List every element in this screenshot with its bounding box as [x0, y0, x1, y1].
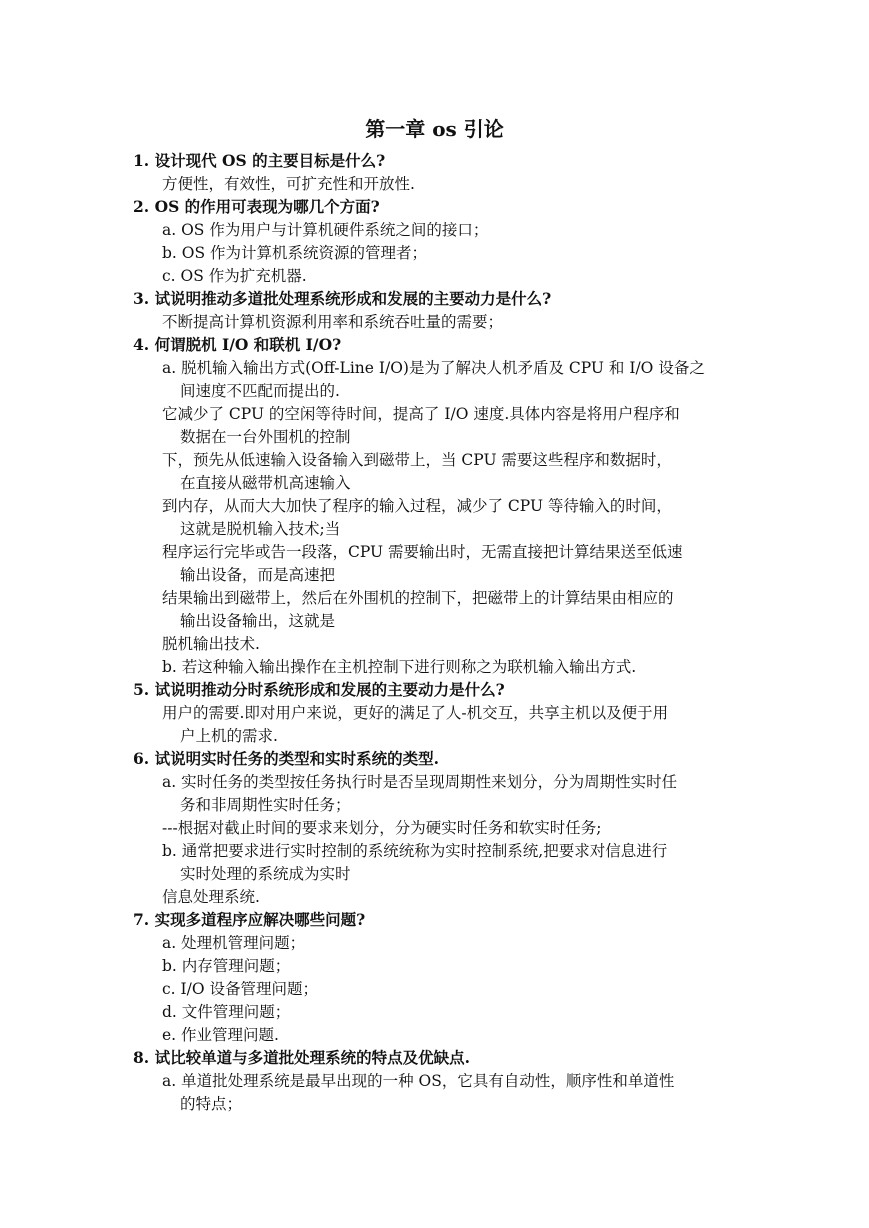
question-6: 6. 试说明实时任务的类型和实时系统的类型.	[133, 749, 439, 768]
chapter-title: 第一章 os 引论	[365, 117, 504, 141]
answer-line: 输出设备输出，这就是	[180, 612, 336, 630]
answer-line: 不断提高计算机资源利用率和系统吞吐量的需要；	[162, 313, 504, 331]
answer-line: 方便性，有效性，可扩充性和开放性.	[162, 175, 415, 193]
answer-line: ---根据对截止时间的要求来划分，分为硬实时任务和软实时任务;	[162, 819, 602, 837]
answer-line: a. 处理机管理问题；	[162, 934, 306, 952]
answer-line: c. I/O 设备管理问题；	[162, 980, 319, 998]
answer-line: a. 单道批处理系统是最早出现的一种 OS，它具有自动性，顺序性和单道性	[162, 1072, 675, 1090]
answer-line: 输出设备，而是高速把	[180, 566, 336, 584]
answer-line: d. 文件管理问题；	[162, 1003, 291, 1021]
answer-line: 结果输出到磁带上，然后在外围机的控制下，把磁带上的计算结果由相应的	[162, 589, 674, 607]
question-3: 3. 试说明推动多道批处理系统形成和发展的主要动力是什么?	[133, 289, 552, 308]
answer-line: 信息处理系统.	[162, 888, 260, 906]
answer-line: b. 通常把要求进行实时控制的系统统称为实时控制系统,把要求对信息进行	[162, 842, 668, 860]
answer-line: 脱机输出技术.	[162, 635, 260, 653]
question-2: 2. OS 的作用可表现为哪几个方面?	[133, 197, 380, 216]
answer-line: 到内存，从而大大加快了程序的输入过程，减少了 CPU 等待输入的时间，	[162, 497, 672, 515]
answer-line: 下，预先从低速输入设备输入到磁带上，当 CPU 需要这些程序和数据时，	[162, 451, 672, 469]
answer-line: c. OS 作为扩充机器.	[162, 267, 307, 285]
answer-line: b. 若这种输入输出操作在主机控制下进行则称之为联机输入输出方式.	[162, 658, 637, 676]
answer-line: 的特点；	[180, 1095, 243, 1113]
answer-line: 务和非周期性实时任务；	[180, 796, 351, 814]
answer-line: a. 脱机输入输出方式(Off-Line I/O)是为了解决人机矛盾及 CPU 和 I/O 设备之	[162, 359, 705, 377]
question-7: 7. 实现多道程序应解决哪些问题?	[133, 910, 366, 929]
question-1: 1. 设计现代 OS 的主要目标是什么?	[133, 151, 386, 170]
answer-line: 户上机的需求.	[180, 727, 278, 745]
answer-line: 它减少了 CPU 的空闲等待时间，提高了 I/O 速度.具体内容是将用户程序和	[162, 405, 680, 423]
question-5: 5. 试说明推动分时系统形成和发展的主要动力是什么?	[133, 680, 505, 699]
answer-line: a. OS 作为用户与计算机硬件系统之间的接口；	[162, 221, 489, 239]
answer-line: b. 内存管理问题；	[162, 957, 291, 975]
answer-line: a. 实时任务的类型按任务执行时是否呈现周期性来划分，分为周期性实时任	[162, 773, 678, 791]
answer-line: b. OS 作为计算机系统资源的管理者；	[162, 244, 428, 262]
answer-line: e. 作业管理问题.	[162, 1026, 279, 1044]
answer-line: 用户的需要.即对用户来说，更好的满足了人-机交互，共享主机以及便于用	[162, 704, 669, 722]
answer-line: 间速度不匹配而提出的.	[180, 382, 340, 400]
answer-line: 这就是脱机输入技术;当	[180, 520, 341, 538]
answer-line: 数据在一台外围机的控制	[180, 428, 351, 446]
question-8: 8. 试比较单道与多道批处理系统的特点及优缺点.	[133, 1048, 470, 1067]
question-4: 4. 何谓脱机 I/O 和联机 I/O?	[133, 335, 342, 354]
answer-line: 实时处理的系统成为实时	[180, 865, 351, 883]
answer-line: 程序运行完毕或告一段落，CPU 需要输出时，无需直接把计算结果送至低速	[162, 543, 683, 561]
answer-line: 在直接从磁带机高速输入	[180, 474, 351, 492]
